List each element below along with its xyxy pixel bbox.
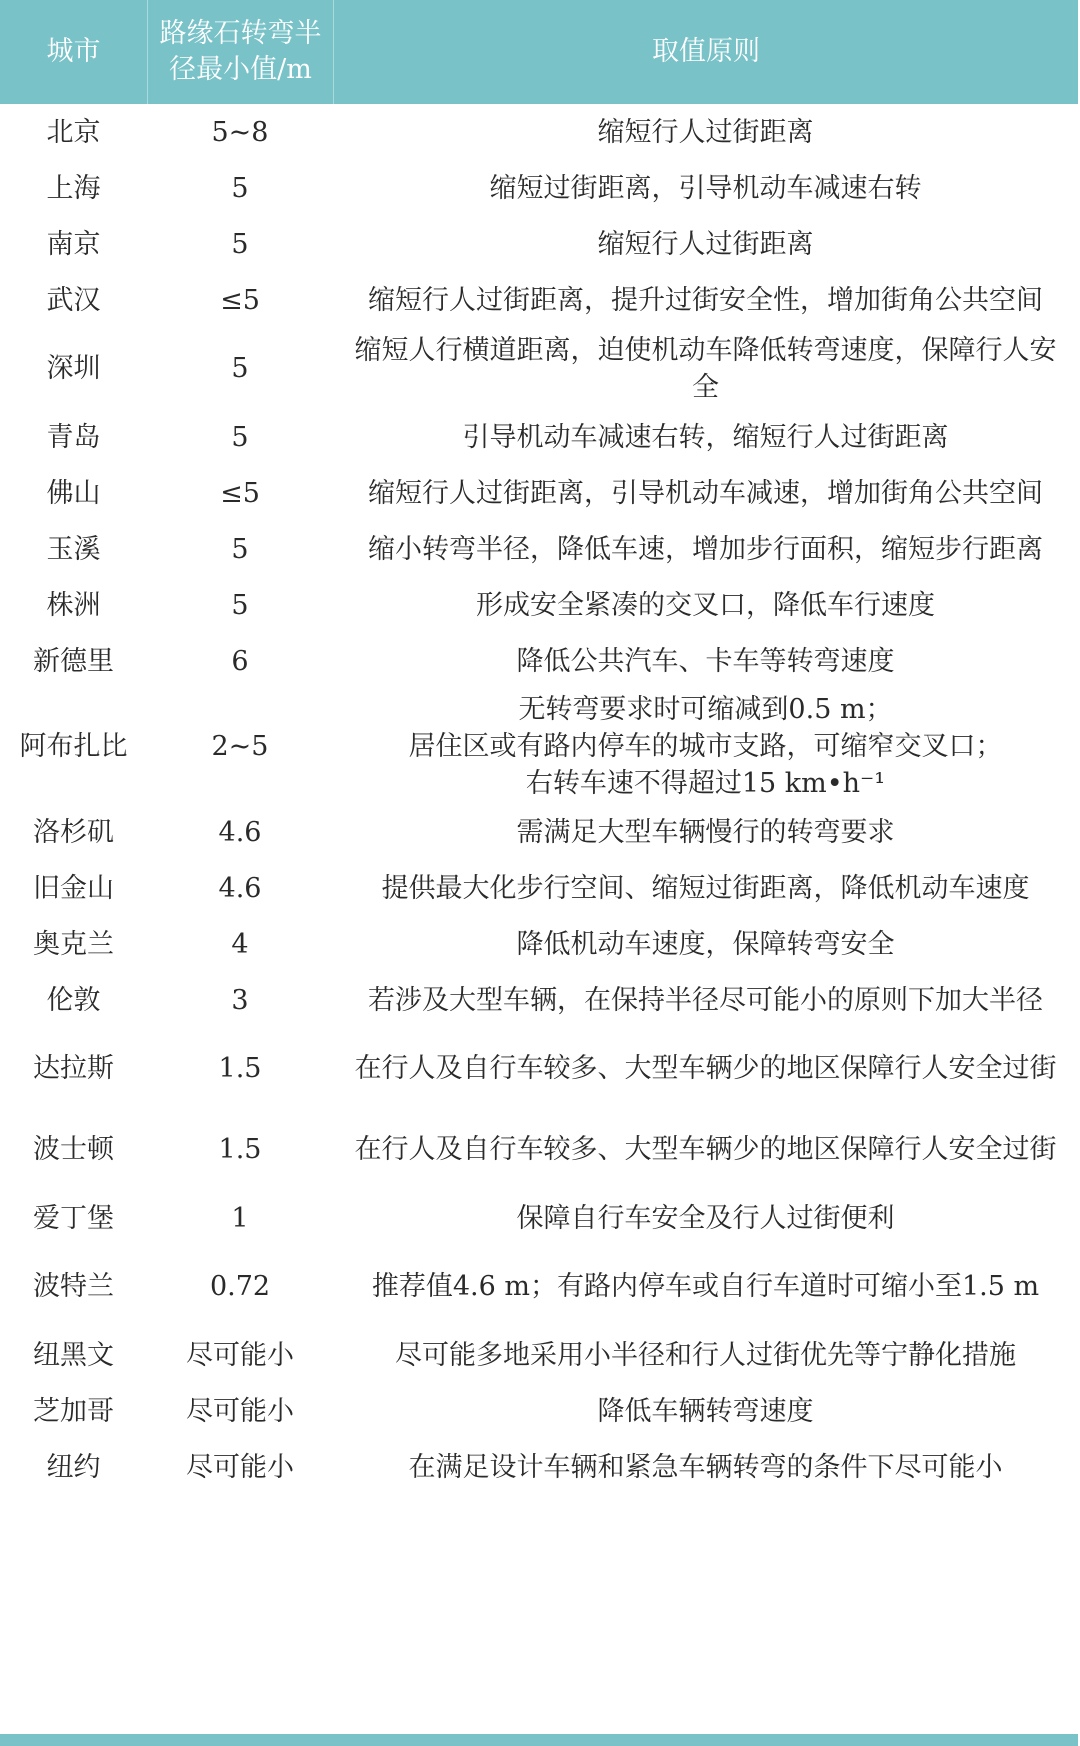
cell-radius: 尽可能小 [186, 1395, 294, 1427]
cell-city: 旧金山 [33, 872, 114, 904]
cell-radius: 尽可能小 [186, 1339, 294, 1371]
cell-rule-text: 在满足设计车辆和紧急车辆转弯的条件下尽可能小 [408, 1451, 1003, 1483]
table-body [0, 104, 1078, 1495]
cell-rule-text: 降低公共汽车、卡车等转弯速度 [516, 645, 895, 677]
cell-rule-text: 形成安全紧凑的交叉口，降低车行速度 [476, 589, 935, 621]
table-row [0, 1246, 1078, 1327]
table-row [0, 633, 1078, 689]
cell-rule [333, 216, 1078, 272]
cell-rule [333, 1028, 1078, 1109]
table-row [0, 272, 1078, 328]
cell-rule [333, 1190, 1078, 1246]
cell-rule-text: 需满足大型车辆慢行的转弯要求 [516, 816, 895, 848]
table-row [0, 521, 1078, 577]
cell-rule [333, 916, 1078, 972]
cell-city: 阿布扎比 [19, 731, 128, 762]
cell-radius: 6 [231, 645, 249, 677]
table-row [0, 1383, 1078, 1439]
cell-rule [333, 272, 1078, 328]
cell-rule-text: 缩短过街距离，引导机动车减速右转 [489, 172, 922, 204]
cell-radius: 尽可能小 [186, 1451, 294, 1483]
cell-city: 爱丁堡 [33, 1202, 114, 1234]
cell-rule [333, 521, 1078, 577]
table-row [0, 860, 1078, 916]
cell-rule-text: 缩短行人过街距离 [597, 116, 814, 148]
cell-city: 株洲 [46, 589, 101, 621]
cell-radius: 5~8 [211, 116, 269, 148]
cell-rule [333, 577, 1078, 633]
cell-radius: ≤5 [220, 477, 260, 509]
table-row [0, 160, 1078, 216]
cell-rule [333, 1383, 1078, 1439]
table-row [0, 216, 1078, 272]
table-row [0, 465, 1078, 521]
cell-city: 南京 [46, 228, 101, 260]
cell-radius: 5 [231, 228, 249, 260]
cell-city: 玉溪 [46, 533, 101, 565]
header-city: 城市 [46, 36, 101, 67]
cell-radius: 4.6 [218, 816, 262, 848]
cell-radius: 1.5 [218, 1134, 262, 1165]
cell-rule-text: 缩短行人过街距离，提升过街安全性，增加街角公共空间 [368, 284, 1043, 316]
cell-radius: 4 [231, 928, 249, 960]
cell-rule-text: 无转弯要求时可缩减到0.5 m； 居住区或有路内停车的城市支路，可缩窄交叉口； 右转车速不得超过15 km•h⁻¹ [408, 694, 1003, 799]
cell-rule-text: 尽可能多地采用小半径和行人过街优先等宁静化措施 [395, 1339, 1016, 1371]
cell-rule [333, 1327, 1078, 1383]
table-row [0, 1028, 1078, 1109]
table-bottom-rule [0, 1734, 1078, 1746]
table-row [0, 804, 1078, 860]
table-row [0, 689, 1078, 804]
header-radius: 路缘石转弯半径最小值/m [147, 0, 333, 104]
cell-rule [333, 860, 1078, 916]
cell-rule-text: 保障自行车安全及行人过街便利 [516, 1202, 895, 1234]
cell-radius: ≤5 [220, 284, 260, 316]
cell-city: 伦敦 [46, 984, 101, 1016]
cell-rule [333, 1109, 1078, 1190]
cell-rule [333, 804, 1078, 860]
table-row [0, 328, 1078, 409]
cell-radius: 0.72 [209, 1271, 271, 1302]
cell-rule [333, 972, 1078, 1028]
cell-city: 武汉 [46, 284, 101, 316]
cell-city: 达拉斯 [33, 1053, 114, 1084]
cell-city: 洛杉矶 [33, 816, 114, 848]
table-row [0, 1327, 1078, 1383]
cell-city: 北京 [46, 116, 101, 148]
cell-radius: 5 [231, 421, 249, 453]
cell-rule-text: 降低车辆转弯速度 [597, 1395, 814, 1427]
cell-rule [333, 328, 1078, 409]
cell-city: 纽黑文 [33, 1339, 114, 1371]
cell-rule-text: 缩小转弯半径，降低车速，增加步行面积，缩短步行距离 [368, 533, 1043, 565]
table-row [0, 1439, 1078, 1495]
cell-rule-text: 提供最大化步行空间、缩短过街距离，降低机动车速度 [381, 872, 1030, 904]
cell-rule-text: 缩短行人过街距离，引导机动车减速，增加街角公共空间 [368, 477, 1043, 509]
cell-radius: 5 [231, 533, 249, 565]
cell-radius: 2~5 [211, 731, 269, 762]
table-row [0, 104, 1078, 160]
cell-rule [333, 160, 1078, 216]
cell-rule [333, 409, 1078, 465]
table-row [0, 1109, 1078, 1190]
cell-radius: 1 [231, 1202, 249, 1234]
cell-city: 芝加哥 [33, 1395, 114, 1427]
cell-rule-text: 降低机动车速度，保障转弯安全 [516, 928, 895, 960]
table-row [0, 972, 1078, 1028]
cell-radius: 1.5 [218, 1053, 262, 1084]
cell-rule-text: 若涉及大型车辆，在保持半径尽可能小的原则下加大半径 [368, 984, 1043, 1016]
table-row [0, 577, 1078, 633]
cell-rule [333, 633, 1078, 689]
cell-city: 上海 [46, 172, 101, 204]
cell-rule [333, 1439, 1078, 1495]
cell-city: 深圳 [46, 353, 101, 384]
cell-city: 佛山 [46, 477, 101, 509]
cell-rule-text: 引导机动车减速右转，缩短行人过街距离 [462, 421, 949, 453]
cell-city: 波士顿 [33, 1134, 114, 1165]
cell-rule-text: 在行人及自行车较多、大型车辆少的地区保障行人安全过街 [354, 1134, 1057, 1165]
cell-rule [333, 1246, 1078, 1327]
cell-rule [333, 104, 1078, 160]
cell-city: 纽约 [46, 1451, 101, 1483]
cell-rule-text: 缩短人行横道距离，迫使机动车降低转弯速度，保障行人安全 [354, 334, 1057, 403]
cell-rule [333, 689, 1078, 804]
cell-rule-text: 推荐值4.6 m；有路内停车或自行车道时可缩小至1.5 m [371, 1271, 1040, 1302]
cell-rule [333, 465, 1078, 521]
cell-city: 奥克兰 [33, 928, 114, 960]
cell-rule-text: 缩短行人过街距离 [597, 228, 814, 260]
cell-radius: 3 [231, 984, 249, 1016]
cell-radius: 5 [231, 353, 249, 384]
cell-city: 新德里 [33, 645, 114, 677]
table-row [0, 1190, 1078, 1246]
header-rule: 取值原则 [333, 0, 1078, 104]
cell-radius: 5 [231, 589, 249, 621]
cell-radius: 4.6 [218, 872, 262, 904]
cell-radius: 5 [231, 172, 249, 204]
table-row [0, 916, 1078, 972]
cell-city: 青岛 [46, 421, 101, 453]
table-row [0, 409, 1078, 465]
cell-city: 波特兰 [33, 1271, 114, 1302]
cell-rule-text: 在行人及自行车较多、大型车辆少的地区保障行人安全过街 [354, 1053, 1057, 1084]
table-header [0, 0, 1078, 104]
